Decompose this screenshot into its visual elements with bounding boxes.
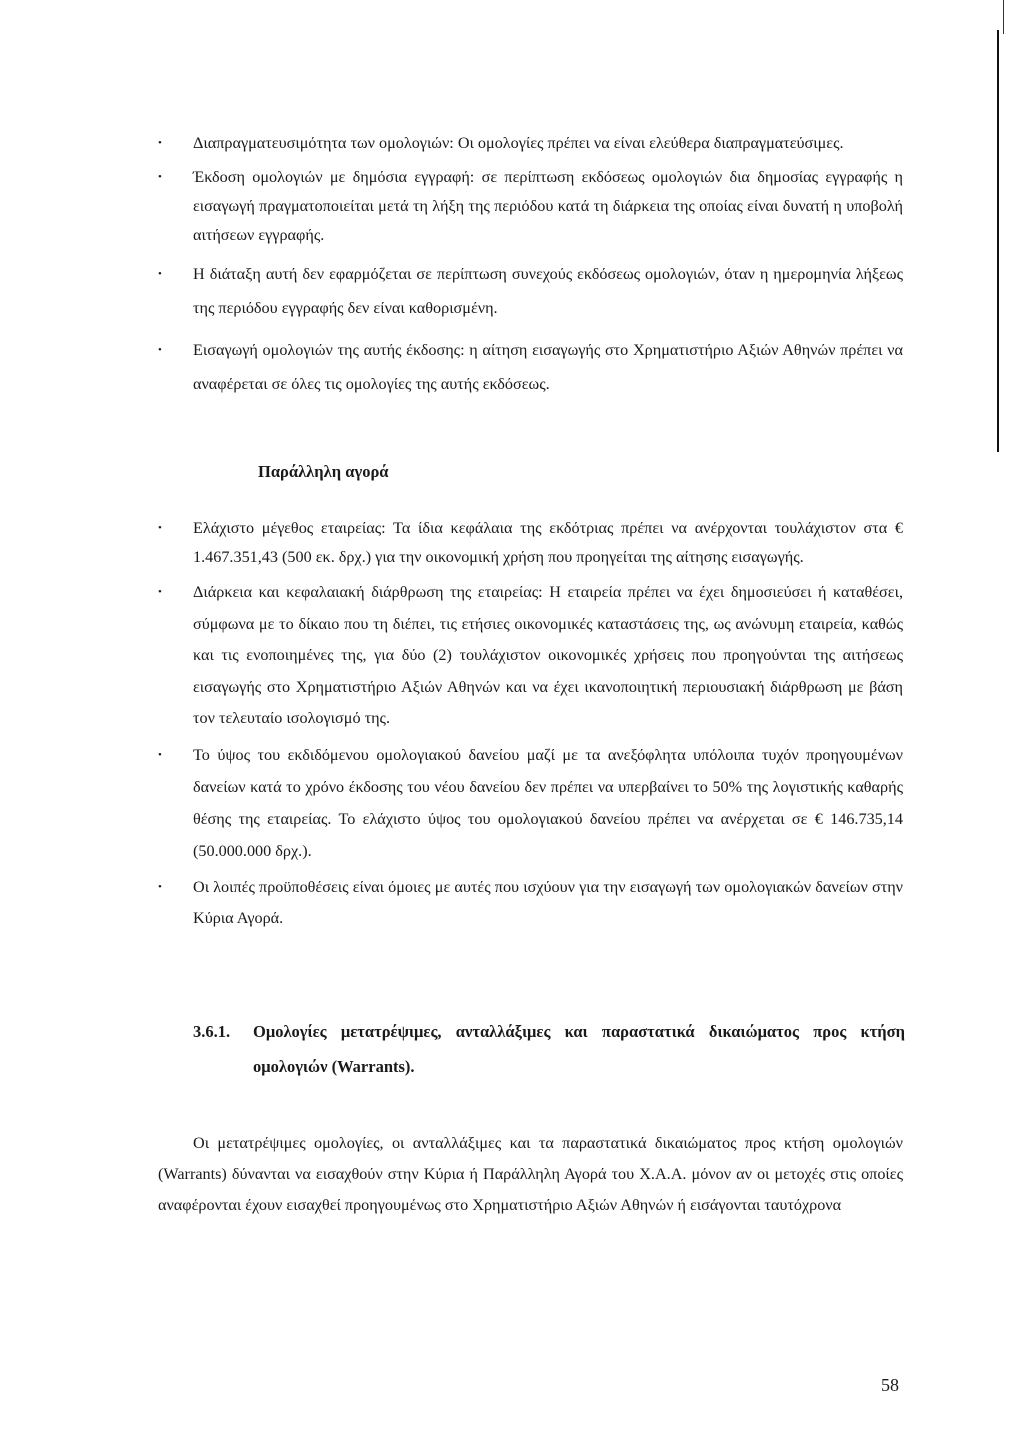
list-item bbox=[158, 129, 903, 158]
scan-edge-line bbox=[997, 30, 999, 198]
list-item-text: Οι λοιπές προϋποθέσεις είναι όμοιες με αυτές που ισχύουν για την εισαγωγή των ομολογιακών δανείων στην Κύρια Αγορά. bbox=[193, 877, 903, 927]
scan-edge-line bbox=[1003, 0, 1004, 34]
requirements-list-parallel bbox=[158, 514, 903, 934]
page-number: 58 bbox=[881, 1375, 899, 1395]
list-item bbox=[158, 257, 903, 325]
bullet-icon: • bbox=[158, 880, 162, 893]
bullet-icon: • bbox=[158, 137, 162, 149]
list-item bbox=[158, 577, 903, 735]
bullet-icon: • bbox=[158, 344, 162, 356]
bullet-icon: • bbox=[158, 522, 162, 534]
subsection-number: 3.6.1. bbox=[193, 1022, 231, 1041]
list-item-text: Εισαγωγή ομολογιών της αυτής έκδοσης: η αίτηση εισαγωγής στο Χρηματιστήριο Αξιών Αθηνών πρέπει να αναφέρεται σε όλες τις ομολογίες της αυτής εκδόσεως. bbox=[193, 341, 903, 393]
requirements-list-main bbox=[158, 129, 903, 401]
subsection-title: Ομολογίες μετατρέψιμες, ανταλλάξιμες και παραστατικά δικαιώματος προς κτήση ομολογιών (Warrants). bbox=[253, 1022, 905, 1076]
list-item bbox=[158, 333, 903, 401]
bullet-icon: • bbox=[158, 748, 162, 761]
scan-edge-line bbox=[997, 190, 999, 452]
list-item bbox=[158, 872, 903, 934]
body-paragraph: Οι μετατρέψιμες ομολογίες, οι ανταλλάξιμες και τα παραστατικά δικαιώματος προς κτήση ομολογιών (Warrants) δύνανται να εισαχθούν στην Κύρια ή Παράλληλη Αγορά του Χ.Α.Α. μόνον αν οι μετοχές στις οποίες αναφέρονται έχουν εισαχθεί προηγουμένως στο Χρηματιστήριο Αξιών Αθηνών ή εισάγονται ταυτόχρονα bbox=[158, 1134, 903, 1214]
list-item-text: Η διάταξη αυτή δεν εφαρμόζεται σε περίπτωση συνεχούς εκδόσεως ομολογιών, όταν η ημερομηνία λήξεως της περιόδου εγγραφής δεν είναι καθορισμένη. bbox=[193, 265, 903, 317]
bullet-icon: • bbox=[158, 171, 162, 183]
list-item-text: Έκδοση ομολογιών με δημόσια εγγραφή: σε περίπτωση εκδόσεως ομολογιών δια δημοσίας εγγραφής η εισαγωγή πραγματοποιείται μετά τη λήξη της περιόδου κατά τη διάρκεια της οποίας είναι δυνατή η υποβολή αιτήσεων εγγραφής. bbox=[193, 168, 903, 244]
subsection-heading bbox=[193, 1014, 905, 1084]
bullet-icon: • bbox=[158, 586, 162, 598]
list-item-text: Διαπραγματευσιμότητα των ομολογιών: Οι ομολογίες πρέπει να είναι ελεύθερα διαπραγματεύσιμες. bbox=[193, 134, 844, 152]
bullet-icon: • bbox=[158, 268, 162, 280]
list-item-text: Διάρκεια και κεφαλαιακή διάρθρωση της εταιρείας: Η εταιρεία πρέπει να έχει δημοσιεύσει ή καταθέσει, σύμφωνα με το δίκαιο που τη διέπει, τις ετήσιες οικονομικές καταστάσεις της, ως ανώνυμη εταιρεία, καθώς και τις ενοποιημένες της, για δύο (2) τουλάχιστον οικονομικές χρήσεις που προηγούνται της αιτήσεως εισαγωγής στο Χρηματιστήριο Αξιών Αθηνών και να έχει ικανοποιητική περιουσιακή διάρθρωση με βάση τον τελευταίο ισολογισμό της. bbox=[193, 583, 903, 727]
section-title: Παράλληλη αγορά bbox=[258, 462, 389, 481]
list-item bbox=[158, 163, 903, 250]
list-item bbox=[158, 739, 903, 867]
list-item bbox=[158, 514, 903, 572]
list-item-text: Το ύψος του εκδιδόμενου ομολογιακού δανείου μαζί με τα ανεξόφλητα υπόλοιπα τυχόν προηγουμένων δανείων κατά το χρόνο έκδοσης του νέου δανείου δεν πρέπει να υπερβαίνει το 50% της λογιστικής καθαρής θέσης της εταιρείας. Το ελάχιστο ύψος του ομολογιακού δανείου πρέπει να ανέρχεται σε € 146.735,14 (50.000.000 δρχ.). bbox=[193, 745, 903, 860]
list-item-text: Ελάχιστο μέγεθος εταιρείας: Τα ίδια κεφάλαια της εκδότριας πρέπει να ανέρχονται τουλάχιστον στα € 1.467.351,43 (500 εκ. δρχ.) για την οικονομική χρήση που προηγείται της αίτησης εισαγωγής. bbox=[193, 519, 903, 566]
